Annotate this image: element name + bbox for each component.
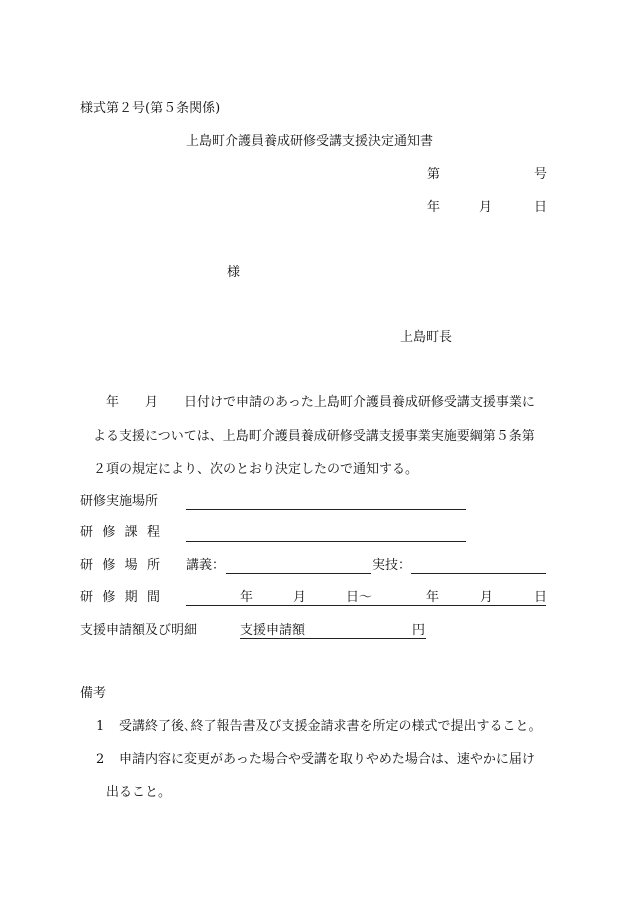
period-underline	[186, 605, 546, 606]
amount-unit: 円	[412, 623, 426, 638]
venue-label: 研 修 場 所	[80, 558, 160, 573]
lecture-label: 講義：	[186, 558, 226, 573]
form-label: 様式第２号(第５条関係)	[80, 101, 221, 116]
doc-date-day: 日	[534, 200, 548, 215]
note-item-2-number: 2	[96, 752, 105, 767]
amount-sub-label: 支援申請額	[240, 623, 306, 638]
practice-underline	[411, 573, 546, 574]
lecture-underline	[226, 573, 371, 574]
period-month-1: 月	[293, 590, 307, 605]
doc-date-month: 月	[479, 200, 493, 215]
period-day-1: 日～	[346, 590, 373, 605]
note-item-2-continuation: 出ること。	[106, 785, 172, 800]
body-line-3: ２項の規定により、次のとおり決定したので通知する。	[93, 462, 419, 477]
document-title: 上島町介護員養成研修受講支援決定通知書	[186, 134, 434, 149]
doc-number-dai: 第	[427, 167, 441, 182]
recipient-sama: 様	[227, 265, 241, 280]
period-month-2: 月	[480, 590, 494, 605]
period-day-2: 日	[534, 590, 548, 605]
doc-date-year: 年	[427, 200, 441, 215]
course-underline	[186, 541, 466, 542]
practice-label: 実技：	[372, 558, 412, 573]
period-label: 研 修 期 間	[80, 590, 160, 605]
place-label: 研修実施場所	[80, 494, 159, 509]
body-line-1: 年 月 日付けで申請のあった上島町介護員養成研修受講支援事業に	[106, 395, 535, 410]
body-line-2: よる支援については、上島町介護員養成研修受講支援事業実施要綱第５条第	[93, 429, 535, 444]
period-year-1: 年	[240, 590, 254, 605]
course-label: 研 修 課 程	[80, 525, 160, 540]
amount-label: 支援申請額及び明細	[80, 623, 198, 638]
note-item-1-text: 受講終了後､終了報告書及び支援金請求書を所定の様式で提出すること。	[119, 719, 542, 734]
doc-number-go: 号	[534, 167, 548, 182]
issuer-name: 上島町長	[400, 330, 453, 345]
notes-heading: 備考	[80, 686, 107, 701]
amount-underline	[240, 638, 426, 639]
note-item-2-text: 申請内容に変更があった場合や受講を取りやめた場合は、速やかに届け	[119, 752, 535, 767]
note-item-1-number: 1	[96, 719, 105, 734]
place-underline	[186, 509, 466, 510]
period-year-2: 年	[426, 590, 440, 605]
